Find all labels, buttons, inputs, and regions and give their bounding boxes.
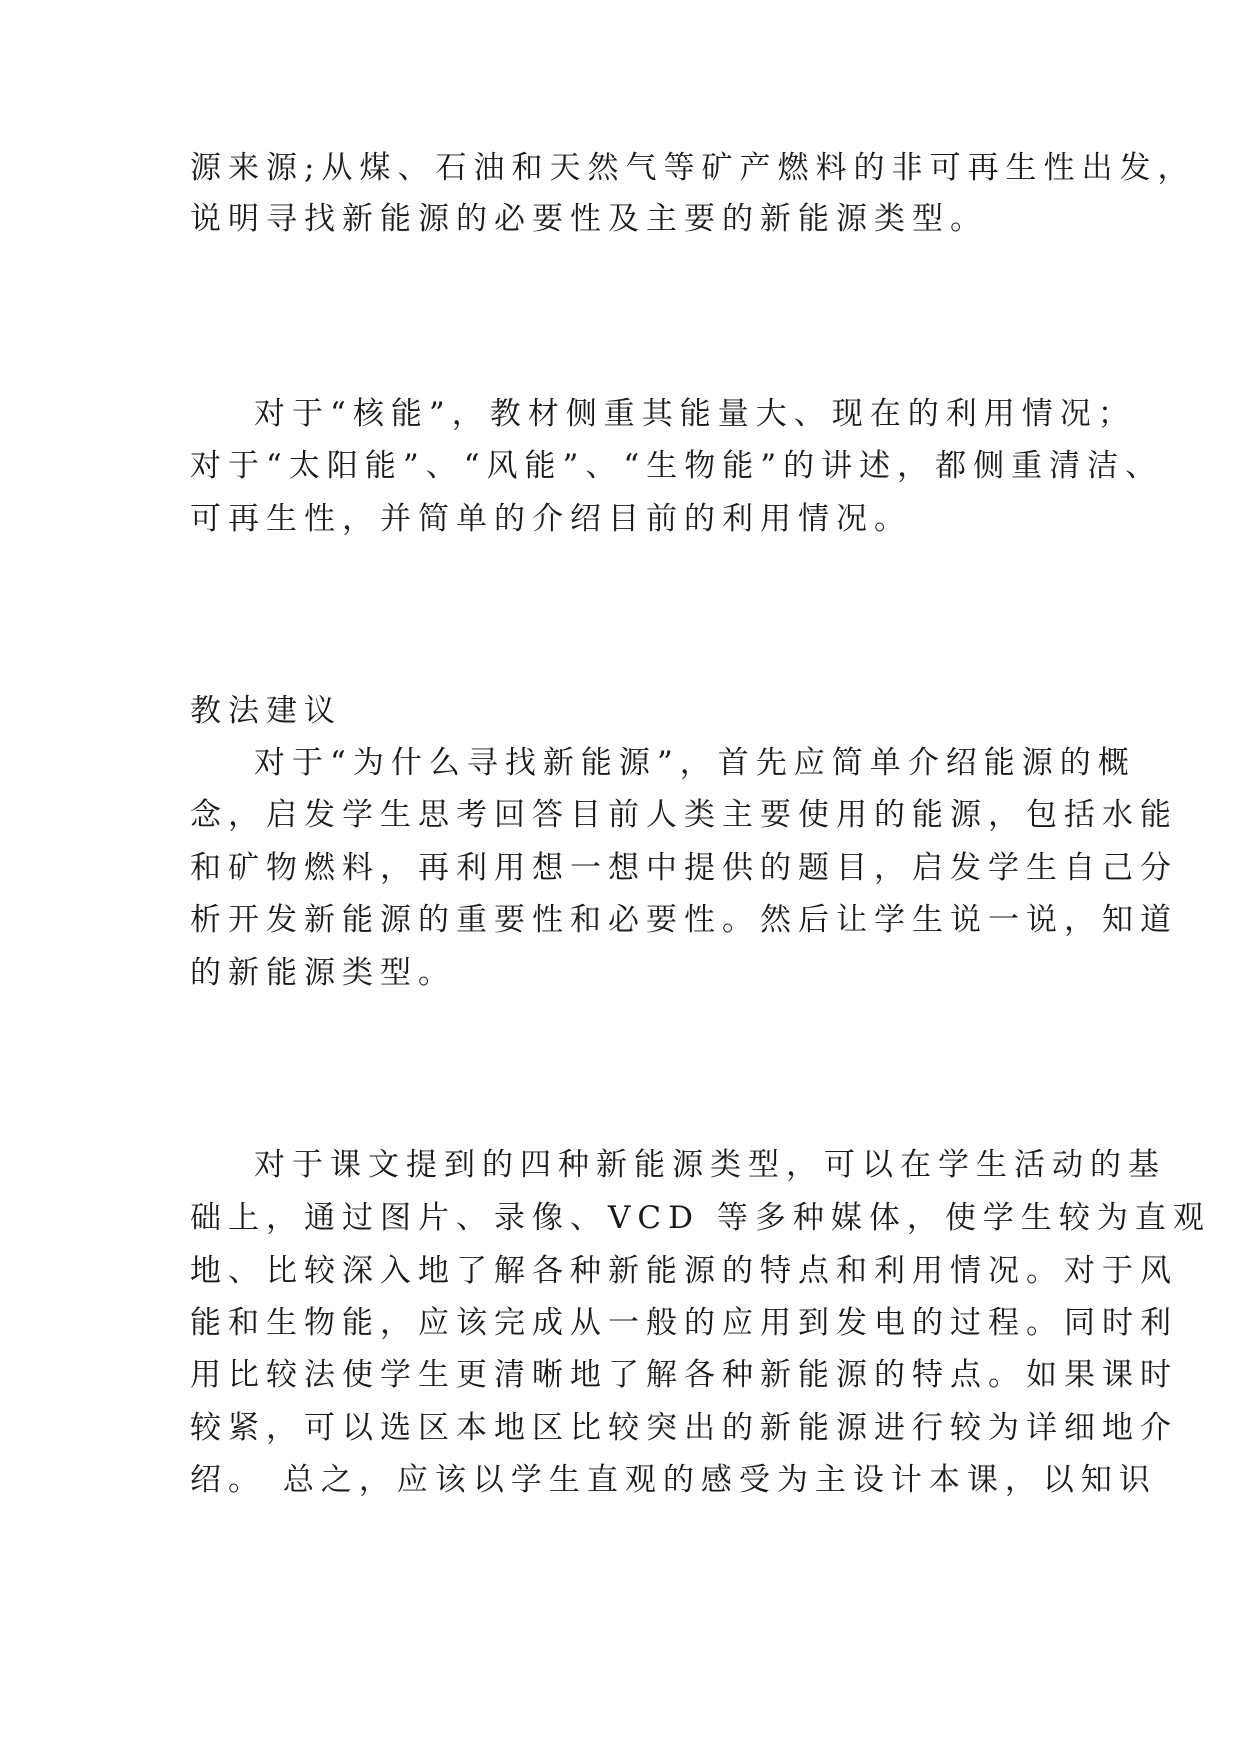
text-line: 可再生性，并简单的介绍目前的利用情况。 (190, 501, 912, 537)
section-heading: 教法建议 (190, 693, 342, 729)
text-line: 对于课文提到的四种新能源类型，可以在学生活动的基 (254, 1147, 1166, 1183)
text-line: 绍。 总之，应该以学生直观的感受为主设计本课，以知识 (190, 1462, 1157, 1498)
text-line: 础上，通过图片、录像、VCD 等多种媒体，使学生较为直观 (190, 1200, 1211, 1236)
text-line: 对于“为什么寻找新能源”，首先应简单介绍能源的概 (254, 745, 1136, 781)
text-line: 对于“太阳能”、“风能”、“生物能”的讲述，都侧重清洁、 (190, 448, 1164, 484)
text-line: 念，启发学生思考回答目前人类主要使用的能源，包括水能 (190, 797, 1178, 833)
text-line: 说明寻找新能源的必要性及主要的新能源类型。 (190, 201, 988, 237)
text-line: 能和生物能，应该完成从一般的应用到发电的过程。同时利 (190, 1305, 1178, 1341)
text-line: 较紧，可以选区本地区比较突出的新能源进行较为详细地介 (190, 1410, 1178, 1446)
text-line: 对于“核能”，教材侧重其能量大、现在的利用情况； (254, 396, 1136, 432)
text-line: 用比较法使学生更清晰地了解各种新能源的特点。如果课时 (190, 1357, 1178, 1393)
text-line: 析开发新能源的重要性和必要性。然后让学生说一说，知道 (190, 902, 1178, 938)
text-line: 的新能源类型。 (190, 955, 456, 991)
text-line: 和矿物燃料，再利用想一想中提供的题目，启发学生自己分 (190, 850, 1178, 886)
text-line: 地、比较深入地了解各种新能源的特点和利用情况。对于风 (190, 1253, 1178, 1289)
text-line: 源来源;从煤、石油和天然气等矿产燃料的非可再生性出发， (190, 150, 1196, 186)
